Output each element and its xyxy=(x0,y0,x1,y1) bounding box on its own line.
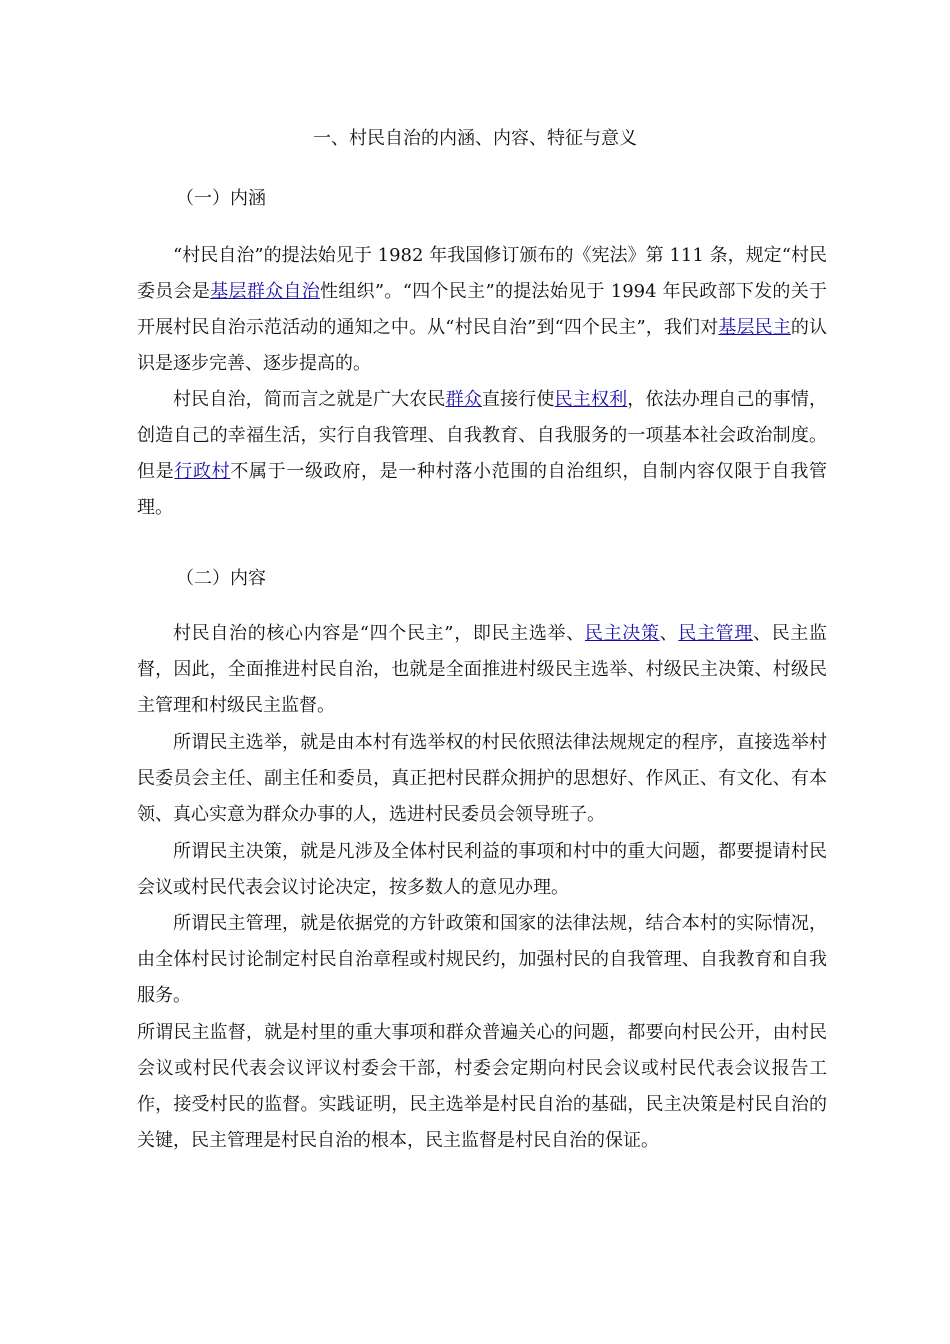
link-masses[interactable]: 群众 xyxy=(445,389,482,410)
link-democratic-rights[interactable]: 民主权利 xyxy=(554,389,628,410)
paragraph-definition xyxy=(137,382,827,526)
section-heading-content: （二）内容 xyxy=(176,568,266,589)
paragraph-democratic-decision: 所谓民主决策，就是凡涉及全体村民利益的事项和村中的重大问题，都要提请村民会议或村民代表会议讨论决定，按多数人的意见办理。 xyxy=(137,841,827,898)
text-segment: 不属于一级政府，是一种村落小范围的自治组织，自制内容仅限于自我管理。 xyxy=(137,461,828,518)
text-segment: 村民自治的核心内容是“四个民主”，即民主选举、 xyxy=(173,623,585,644)
paragraph-four-democracies xyxy=(137,616,827,724)
link-grassroots-democracy[interactable]: 基层民主 xyxy=(718,317,791,338)
section-heading-connotation: （一）内涵 xyxy=(176,188,266,209)
text-segment: 、民主监督，因此，全面推进村民自治，也就是全面推进村级民主选举、村级民主决策、村级民主管理和村级民主监督。 xyxy=(137,623,828,716)
paragraph-origin xyxy=(137,238,827,382)
text-segment: 的认识是逐步完善、逐步提高的。 xyxy=(137,317,828,374)
paragraph-democratic-election: 所谓民主选举，就是由本村有选举权的村民依照法律法规规定的程序，直接选举村民委员会主任、副主任和委员，真正把村民群众拥护的思想好、作风正、有文化、有本领、真心实意为群众办事的人，选进村民委员会领导班子。 xyxy=(137,732,827,825)
text-segment: ，依法办理自己的事情，创造自己的幸福生活，实行自我管理、自我教育、自我服务的一项基本社会政治制度。但是 xyxy=(137,389,828,482)
link-grassroots-autonomy[interactable]: 基层群众自治 xyxy=(210,281,321,302)
text-segment: 村民自治，简而言之就是广大农民 xyxy=(173,389,446,410)
text-segment: 、 xyxy=(659,623,679,644)
document-title: 一、村民自治的内涵、内容、特征与意义 xyxy=(313,128,637,149)
text-segment: 性组织”。“四个民主”的提法始见于 1994 年民政部下发的关于开展村民自治示范活动的通知之中。从“村民自治”到“四个民主”，我们对 xyxy=(137,281,828,338)
text-segment: “村民自治”的提法始见于 1982 年我国修订颁布的《宪法》第 111 条，规定“村民委员会是 xyxy=(137,245,827,302)
text-segment: 直接行使 xyxy=(481,389,555,410)
paragraph-democratic-management: 所谓民主管理，就是依据党的方针政策和国家的法律法规，结合本村的实际情况，由全体村民讨论制定村民自治章程或村规民约，加强村民的自我管理、自我教育和自我服务。 xyxy=(137,913,827,1006)
link-democratic-decision[interactable]: 民主决策 xyxy=(584,623,660,644)
link-democratic-management[interactable]: 民主管理 xyxy=(678,623,754,644)
paragraph-democratic-supervision: 所谓民主监督，就是村里的重大事项和群众普遍关心的问题，都要向村民公开，由村民会议或村民代表会议评议村委会干部，村委会定期向村民会议或村民代表会议报告工作，接受村民的监督。实践证明，民主选举是村民自治的基础，民主决策是村民自治的关键，民主管理是村民自治的根本，民主监督是村民自治的保证。 xyxy=(137,1022,827,1151)
link-administrative-village[interactable]: 行政村 xyxy=(174,461,231,482)
